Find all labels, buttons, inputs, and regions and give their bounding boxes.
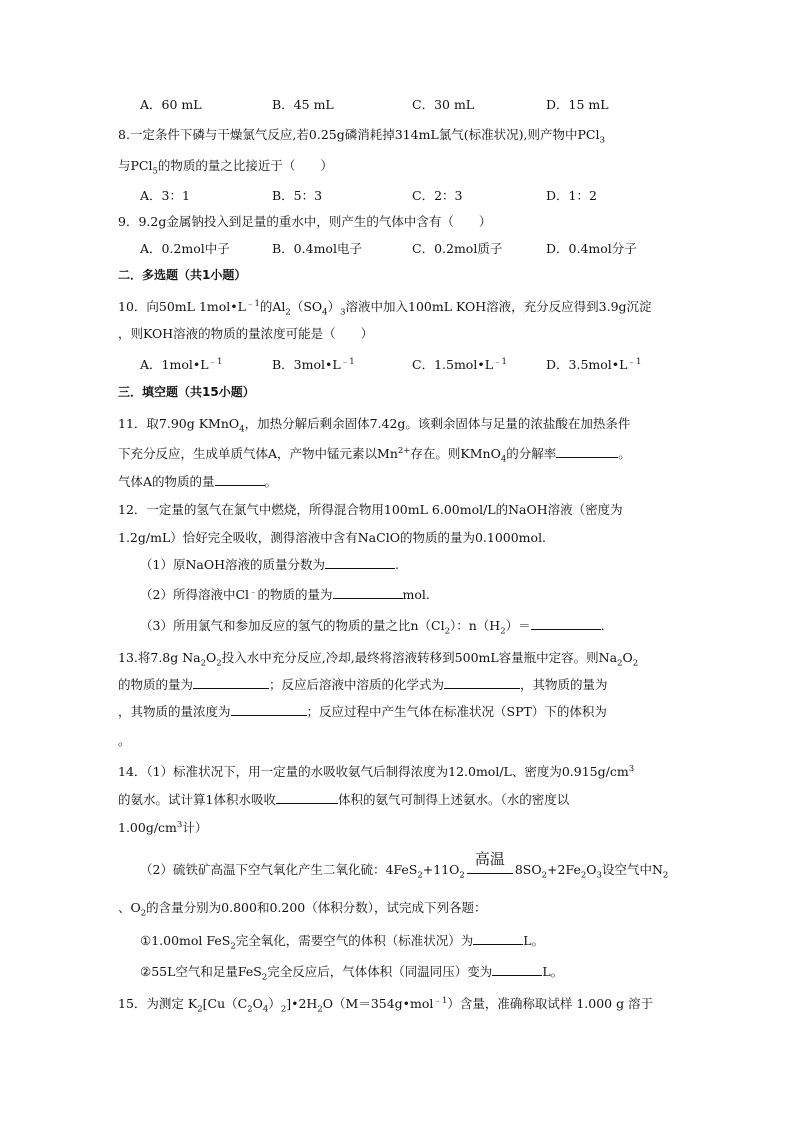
q10-option-a: A．$1mol•L^{﹣1}$: [140, 356, 223, 372]
reaction-condition: 高温: [474, 849, 505, 868]
q7-option-d: D．15 mL: [546, 97, 609, 112]
q14-line7: ②55L空气和足量FeS$_2$完全反应后，气体体积（同温同压）变为 L。: [140, 964, 564, 983]
q13-line2: 的物质的量为 ；反应后溶液中溶质的化学式为 ，其物质的量为: [118, 677, 608, 692]
q8-option-d: D．1：2: [546, 188, 597, 203]
q10-option-c: C．$1.5mol•L^{﹣1}$: [412, 356, 507, 372]
q11-answer-blank-1: [556, 445, 618, 458]
q8-options: [140, 186, 700, 206]
q10-stem-line2: ，则KOH溶液的物质的量浓度可能是（ ）: [118, 326, 374, 341]
q13-line4: 。: [118, 733, 131, 748]
q12-sub3: （3）所用氯气和参加反应的氢气的物质的量之比$n(Cl_2)$：$n(H_2)=$ .: [140, 618, 605, 637]
q8-stem-line1: 8.一定条件下磷与干燥氯气反应,若0.25g磷消耗掉314mL氯气(标准状况),则产物中PCl$_3$: [118, 127, 605, 146]
q12-line1: 12．一定量的氢气在氯气中燃烧，所得混合物用100mL 6.00mol/L的NaOH溶液（密度为: [118, 502, 623, 517]
q8-stem-line2: 与PCl$_5$的物质的量之比接近于（ ）: [118, 158, 333, 177]
q12-answer-blank-2: [333, 586, 403, 599]
q14-line6: ①1.00mol FeS$_2$完全氧化，需要空气的体积（标准状况）为 L。: [140, 933, 545, 952]
q9-option-a: A．0.2mol中子: [140, 241, 230, 256]
q13-answer-blank-1: [193, 676, 269, 689]
q11-answer-blank-2: [215, 473, 265, 486]
q14-line3: $1.00g/cm^3$计）: [118, 819, 208, 835]
q7-option-c: C．30 mL: [412, 97, 475, 112]
q9-stem: 9．9.2g金属钠投入到足量的重水中，则产生的气体中含有（ ）: [118, 214, 492, 229]
q12-line2: 1.2g/mL）恰好完全吸收，测得溶液中含有NaClO的物质的量为0.1000mol.: [118, 530, 547, 545]
q12-sub1: （1）原NaOH溶液的质量分数为 .: [140, 557, 399, 572]
q7-options: [140, 95, 700, 115]
q9-option-b: B．0.4mol电子: [272, 241, 362, 256]
q14-answer-blank-1: [276, 791, 338, 804]
section-heading-fill-blank: 三．填空题（共15小题）: [118, 385, 255, 399]
q8-option-b: B．5：3: [272, 188, 323, 203]
reaction-equals-bar: [467, 873, 513, 874]
q10-option-b: B．$3mol•L^{﹣1}$: [272, 356, 355, 372]
q11-line2: 下充分反应，生成单质气体A，产物中锰元素以$Mn^{2+}$存在。则KMnO$_4$的分解率 。: [118, 445, 631, 465]
q14-answer-blank-2: [473, 932, 523, 945]
section-heading-multiple-choice: 二．多选题（共1小题）: [118, 268, 247, 282]
q11-line3: 气体A的物质的量 。: [118, 474, 278, 489]
q10-option-d: D．$3.5mol•L^{﹣1}$: [546, 356, 642, 372]
q8-option-c: C．2：3: [412, 188, 463, 203]
q8-option-a: A．3：1: [140, 188, 190, 203]
q14-line4-equation: （2）硫铁矿高温下空气氧化产生二氧化硫：$4FeS_2+11O_2$ 高温 $8SO_2+2Fe_2O_3$设空气中$N_2$: [140, 849, 669, 881]
q10-stem-line1: 10．向50mL $1mol•L^{﹣1}$的$Al_2(SO_4)_3$溶液中加入100mL KOH溶液，充分反应得到3.9g沉淀: [118, 298, 652, 318]
q15-line1: 15．为测定 $K_2[Cu(C_2O_4)_2]•2H_2O(M=354g•mol^{﹣1})$含量，准确称取试样 1.000 g 溶于: [118, 995, 654, 1015]
q9-option-c: C．0.2mol质子: [412, 241, 503, 256]
reaction-arrow: [467, 849, 513, 881]
q7-option-a: A．60 mL: [140, 97, 202, 112]
q10-options: [140, 355, 700, 375]
q12-sub2: （2）所得溶液中Cl﹣的物质的量为 mol.: [140, 586, 430, 602]
q9-option-d: D．0.4mol分子: [546, 241, 637, 256]
q14-line2: 的氨水。试计算1体积水吸收 体积的氨气可制得上述氨水。（水的密度以: [118, 792, 570, 807]
q12-answer-blank-3: [531, 617, 601, 630]
q13-line1: 13.将7.8g $Na_2O_2$投入水中充分反应,冷却,最终将溶液转移到500mL容量瓶中定容。则$Na_2O_2$: [118, 650, 639, 669]
q12-answer-blank-1: [325, 556, 395, 569]
q11-line1: 11．取7.90g KMnO$_4$，加热分解后剩余固体7.42g。该剩余固体与足量的浓盐酸在加热条件: [118, 416, 631, 435]
q13-line3: ，其物质的量浓度为 ；反应过程中产生气体在标准状况（SPT）下的体积为: [118, 704, 607, 719]
q13-answer-blank-2: [444, 676, 520, 689]
q13-answer-blank-3: [231, 703, 307, 716]
q14-answer-blank-3: [492, 963, 542, 976]
q14-line5: 、$O_2$的含量分别为0.800和0.200（体积分数），试完成下列各题：: [118, 900, 487, 919]
q14-line1: 14．（1）标准状况下，用一定量的水吸收氨气后制得浓度为12.0mol/L、密度为$0.915g/cm^3$: [118, 763, 635, 779]
q9-options: [140, 239, 700, 259]
q7-option-b: B．45 mL: [272, 97, 334, 112]
